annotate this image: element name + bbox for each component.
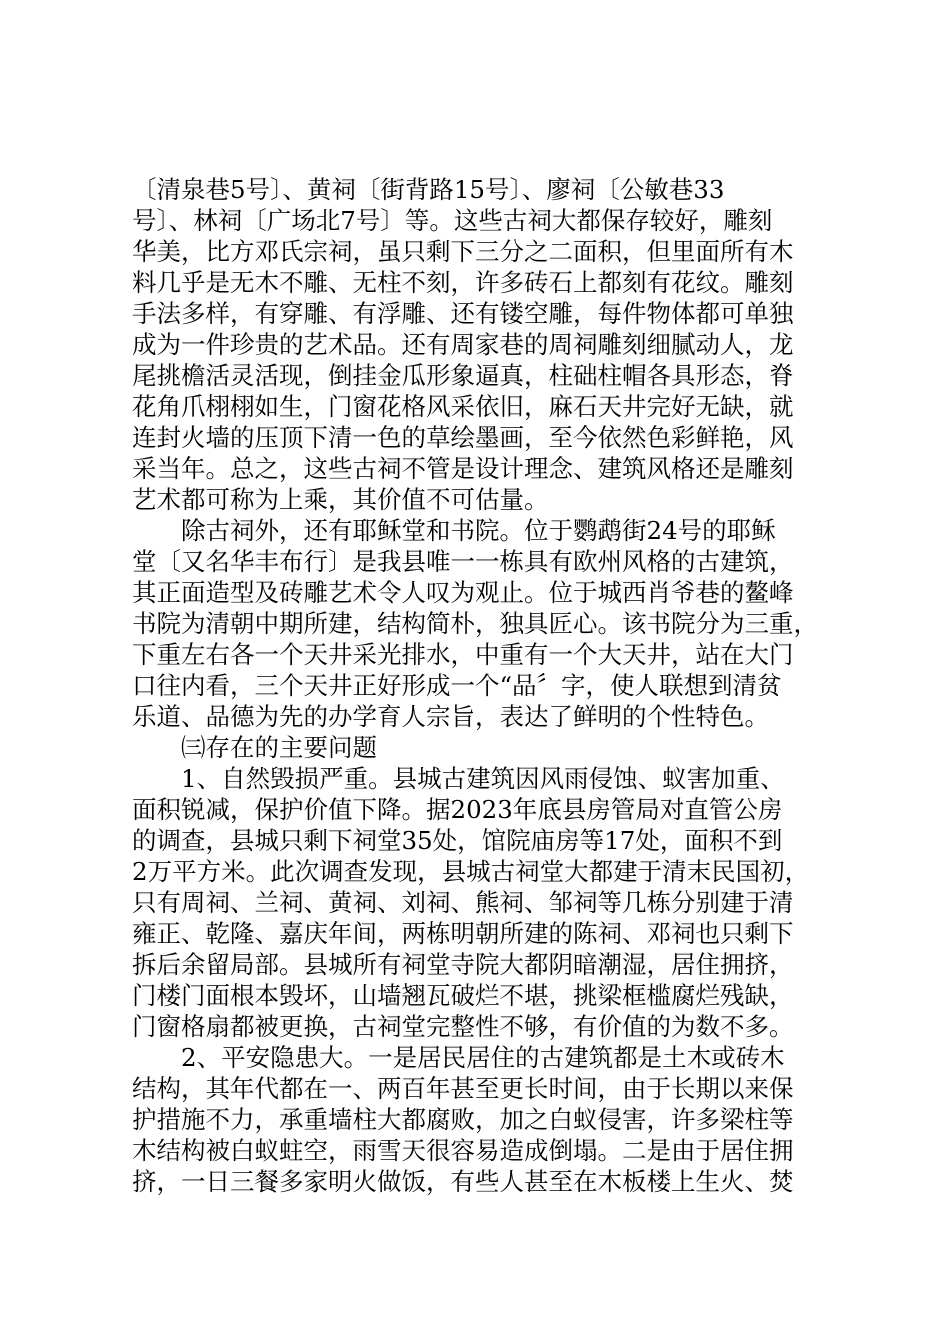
text-line: 木结构被白蚁蛀空，雨雪天很容易造成倒塌。二是由于居住拥	[132, 1136, 794, 1165]
text-line: 面积锐减，保护价值下降。据2023年底县房管局对直管公房	[132, 795, 783, 824]
text-line: 尾挑檐活灵活现，倒挂金瓜形象逼真，柱础柱帽各具形态，脊	[132, 361, 794, 390]
text-line: 号〕、林祠〔广场北7号〕等。这些古祠大都保存较好，雕刻	[132, 206, 773, 235]
paragraph-start-line: 2、平安隐患大。一是居民居住的古建筑都是土木或砖木	[181, 1043, 785, 1072]
text-line: 雍正、乾隆、嘉庆年间，两栋明朝所建的陈祠、邓祠也只剩下	[132, 919, 794, 948]
text-line: 料几乎是无木不雕、无柱不刻，许多砖石上都刻有花纹。雕刻	[132, 268, 794, 297]
text-line: 口往内看，三个天井正好形成一个“品〞字，使人联想到清贫	[132, 671, 782, 700]
paragraph-start-line: 除古祠外，还有耶稣堂和书院。位于鹦鹉街24号的耶稣	[181, 516, 776, 545]
section-heading: ㈢存在的主要问题	[181, 733, 377, 762]
text-line: 手法多样，有穿雕、有浮雕、还有镂空雕，每件物体都可单独	[132, 299, 794, 328]
text-line: 其正面造型及砖雕艺术令人叹为观止。位于城西肖爷巷的鳌峰	[132, 578, 794, 607]
text-line: 连封火墙的压顶下清一色的草绘墨画，至今依然色彩鲜艳，风	[132, 423, 794, 452]
text-line: 书院为清朝中期所建，结构简朴，独具匠心。该书院分为三重，	[132, 609, 818, 638]
text-line: 只有周祠、兰祠、黄祠、刘祠、熊祠、邹祠等几栋分别建于清	[132, 888, 794, 917]
text-line: 乐道、品德为先的办学育人宗旨，表达了鲜明的个性特色。	[132, 702, 769, 731]
paragraph-start-line: 1、自然毁损严重。县城古建筑因风雨侵蚀、蚁害加重、	[181, 764, 785, 793]
text-line: 采当年。总之，这些古祠不管是设计理念、建筑风格还是雕刻	[132, 454, 794, 483]
text-line: 的调查，县城只剩下祠堂35处，馆院庙房等17处，面积不到	[132, 826, 783, 855]
text-line: 堂〔又名华丰布行〕是我县唯一一栋具有欧州风格的古建筑，	[132, 547, 794, 576]
text-line: 护措施不力，承重墙柱大都腐败，加之白蚁侵害，许多梁柱等	[132, 1105, 794, 1134]
text-line: 门楼门面根本毁坏，山墙翘瓦破烂不堪，挑梁框槛腐烂残缺，	[132, 981, 794, 1010]
text-line: 2万平方米。此次调查发现，县城古祠堂大都建于清末民国初，	[132, 857, 810, 886]
text-line: 〔清泉巷5号〕、黄祠〔街背路15号〕、廖祠〔公敏巷33	[132, 175, 725, 204]
text-line: 结构，其年代都在一、两百年甚至更长时间，由于长期以来保	[132, 1074, 794, 1103]
text-line: 华美，比方邓氏宗祠，虽只剩下三分之二面积，但里面所有木	[132, 237, 794, 266]
text-line: 花角爪栩栩如生，门窗花格风采依旧，麻石天井完好无缺，就	[132, 392, 794, 421]
text-line: 门窗格扇都被更换，古祠堂完整性不够，有价值的为数不多。	[132, 1012, 794, 1041]
text-line: 成为一件珍贵的艺术品。还有周家巷的周祠雕刻细腻动人，龙	[132, 330, 794, 359]
text-line: 拆后余留局部。县城所有祠堂寺院大都阴暗潮湿，居住拥挤，	[132, 950, 794, 979]
text-line: 下重左右各一个天井采光排水，中重有一个大天井，站在大门	[132, 640, 794, 669]
document-body	[132, 174, 828, 1197]
text-line: 挤，一日三餐多家明火做饭，有些人甚至在木板楼上生火、焚	[132, 1167, 794, 1196]
text-line: 艺术都可称为上乘，其价值不可估量。	[132, 485, 549, 514]
